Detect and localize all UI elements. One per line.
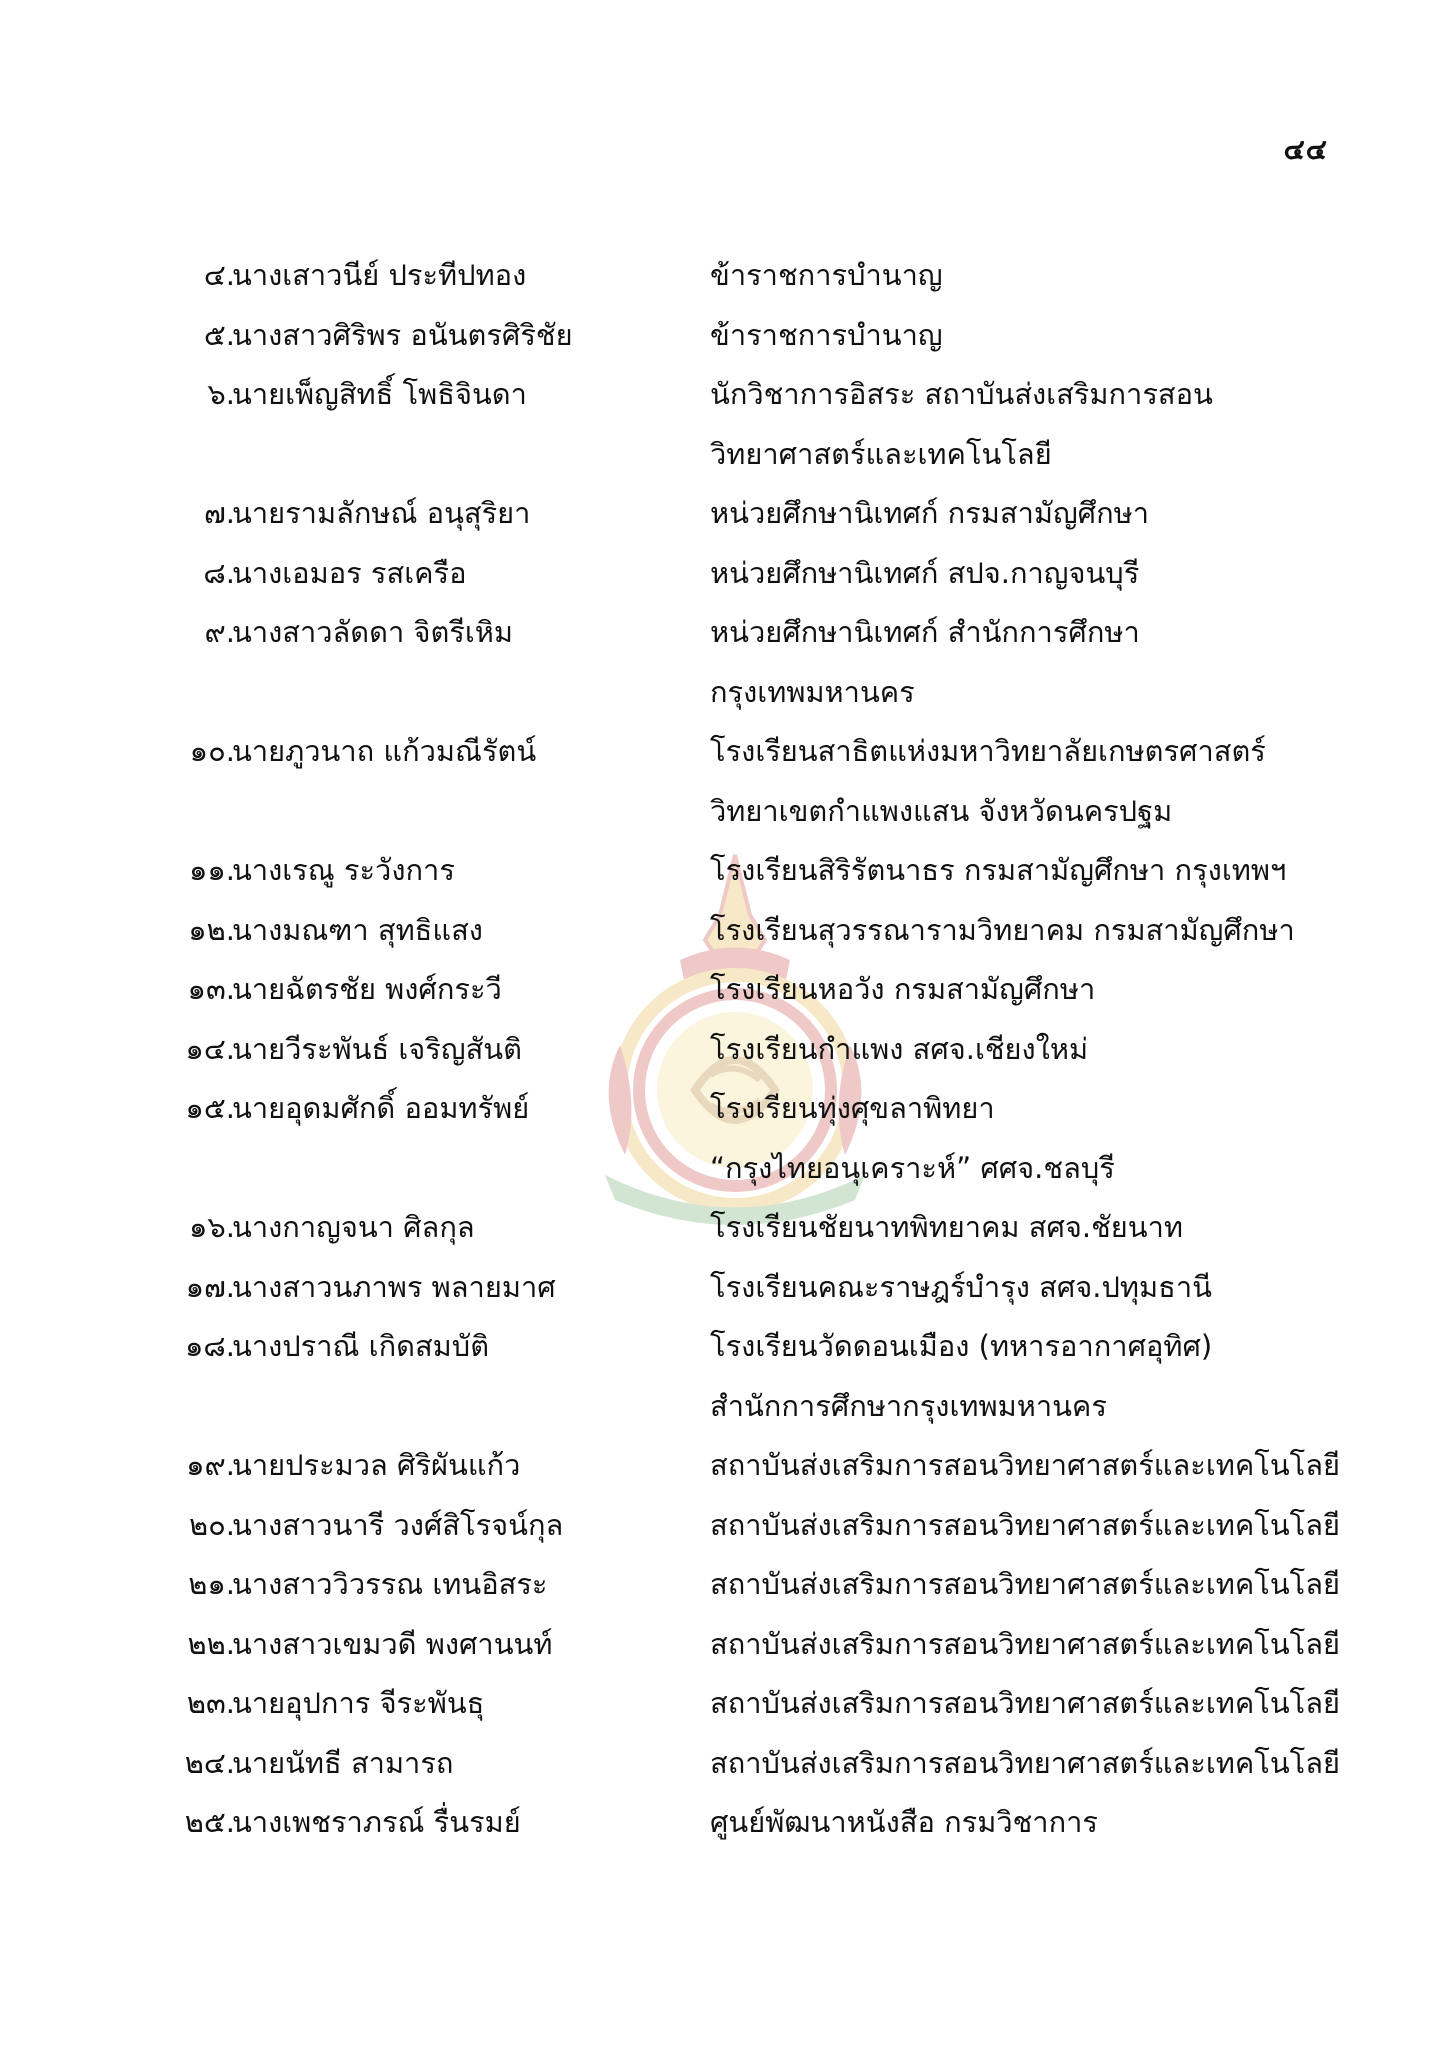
- affiliation-line: วิทยาศาสตร์และเทคโนโลยี: [710, 436, 1052, 471]
- affiliation-line: สถาบันส่งเสริมการสอนวิทยาศาสตร์และเทคโนโลยี: [710, 1626, 1340, 1661]
- person-name: นายเพ็ญสิทธิ์ โพธิจินดา: [232, 377, 527, 411]
- item-number: ๑๔.: [185, 1031, 235, 1066]
- list-item: [0, 1734, 1456, 1794]
- item-number: ๒๔.: [184, 1745, 235, 1780]
- list-item: [0, 1555, 1456, 1615]
- person-name: นายฉัตรชัย พงศ์กระวี: [232, 972, 502, 1006]
- affiliation-line: โรงเรียนสุวรรณารามวิทยาคม กรมสามัญศึกษา: [710, 912, 1295, 947]
- affiliation-line: สำนักการศึกษากรุงเทพมหานคร: [710, 1388, 1107, 1423]
- item-number: ๑๘.: [185, 1329, 235, 1363]
- affiliation-line: สถาบันส่งเสริมการสอนวิทยาศาสตร์และเทคโนโลยี: [710, 1567, 1340, 1601]
- affiliation-line: โรงเรียนกำแพง สศจ.เชียงใหม่: [710, 1031, 1089, 1066]
- affiliation-line: หน่วยศึกษานิเทศก์ สปจ.กาญจนบุรี: [710, 555, 1140, 590]
- affiliation-line: สถาบันส่งเสริมการสอนวิทยาศาสตร์และเทคโนโลยี: [710, 1686, 1340, 1720]
- person-name: นางสาวนภาพร พลายมาศ: [232, 1269, 556, 1304]
- affiliation-line: กรุงเทพมหานคร: [710, 674, 915, 709]
- item-number: ๙.: [204, 615, 235, 649]
- affiliation-line: ศูนย์พัฒนาหนังสือ กรมวิชาการ: [710, 1805, 1099, 1839]
- list-item: [0, 246, 1456, 306]
- list-item: [0, 1674, 1456, 1734]
- affiliation-line: หน่วยศึกษานิเทศก์ กรมสามัญศึกษา: [710, 496, 1150, 530]
- person-name: นายนัทธี สามารถ: [232, 1745, 454, 1780]
- list-item: [0, 901, 1456, 961]
- list-item: [0, 1496, 1456, 1556]
- person-name: นางเพชราภรณ์ รื่นรมย์: [232, 1805, 521, 1839]
- person-name: นายประมวล ศิริผันแก้ว: [232, 1448, 521, 1482]
- item-number: ๔.: [203, 258, 235, 292]
- item-number: ๑๓.: [187, 972, 235, 1006]
- list-item: [0, 1793, 1456, 1853]
- person-name: นายอุดมศักดิ์ ออมทรัพย์: [232, 1091, 530, 1125]
- person-name: นางเสาวนีย์ ประทีปทอง: [232, 258, 527, 292]
- person-name: นางสาวลัดดา จิตรีเหิม: [232, 615, 514, 649]
- person-name: นางสาวเขมวดี พงศานนท์: [232, 1626, 553, 1661]
- person-name: นายวีระพันธ์ เจริญสันติ: [232, 1031, 522, 1066]
- affiliation-line: ข้าราชการบำนาญ: [710, 258, 943, 292]
- list-item: [0, 1436, 1456, 1496]
- list-item: [0, 365, 1456, 484]
- person-name: นางสาวศิริพร อนันตรศิริชัย: [232, 317, 573, 352]
- list-item: [0, 1198, 1456, 1258]
- affiliation-line: ข้าราชการบำนาญ: [710, 317, 943, 352]
- list-item: [0, 841, 1456, 901]
- item-number: ๗.: [203, 496, 235, 530]
- list-item: [0, 960, 1456, 1020]
- item-number: ๕.: [203, 317, 235, 352]
- item-number: ๑๑.: [188, 853, 235, 887]
- affiliation-line: โรงเรียนสิริรัตนาธร กรมสามัญศึกษา กรุงเทพฯ: [710, 853, 1287, 887]
- affiliation-line: สถาบันส่งเสริมการสอนวิทยาศาสตร์และเทคโนโลยี: [710, 1507, 1340, 1542]
- affiliation-line: โรงเรียนสาธิตแห่งมหาวิทยาลัยเกษตรศาสตร์: [710, 734, 1266, 768]
- list-item: [0, 603, 1456, 722]
- affiliation-line: วิทยาเขตกำแพงแสน จังหวัดนครปฐม: [710, 793, 1173, 828]
- person-name: นางเรณู ระวังการ: [232, 853, 455, 887]
- list-item: [0, 1317, 1456, 1436]
- person-name: นางมณฑา สุทธิแสง: [232, 912, 483, 947]
- item-number: ๖.: [207, 377, 235, 411]
- affiliation-line: สถาบันส่งเสริมการสอนวิทยาศาสตร์และเทคโนโลยี: [710, 1745, 1340, 1780]
- affiliation-line: สถาบันส่งเสริมการสอนวิทยาศาสตร์และเทคโนโลยี: [710, 1448, 1340, 1482]
- list-item: [0, 722, 1456, 841]
- person-name: นายรามลักษณ์ อนุสุริยา: [232, 496, 531, 530]
- affiliation-line: โรงเรียนวัดดอนเมือง (ทหารอากาศอุทิศ): [710, 1329, 1213, 1363]
- affiliation-line: โรงเรียนชัยนาทพิทยาคม สศจ.ชัยนาท: [710, 1210, 1183, 1244]
- item-number: ๒๑.: [188, 1567, 235, 1601]
- item-number: ๑๕.: [185, 1091, 235, 1125]
- affiliation-line: “กรุงไทยอนุเคราะห์” ศศจ.ชลบุรี: [710, 1150, 1115, 1185]
- item-number: ๑๗.: [185, 1269, 235, 1304]
- item-number: ๑๒.: [188, 912, 235, 947]
- person-name: นายภูวนาถ แก้วมณีรัตน์: [232, 734, 537, 768]
- person-name: นางสาววิวรรณ เทนอิสระ: [232, 1567, 548, 1601]
- item-number: ๒๓.: [186, 1686, 235, 1720]
- item-number: ๘.: [203, 555, 235, 590]
- item-number: ๑๙.: [186, 1448, 235, 1482]
- list-item: [0, 306, 1456, 366]
- item-number: ๒๐.: [188, 1507, 235, 1542]
- affiliation-line: โรงเรียนหอวัง กรมสามัญศึกษา: [710, 972, 1096, 1006]
- affiliation-line: นักวิชาการอิสระ สถาบันส่งเสริมการสอน: [710, 377, 1213, 411]
- list-item: [0, 1615, 1456, 1675]
- list-item: [0, 1079, 1456, 1198]
- person-name: นางกาญจนา ศิลกุล: [232, 1210, 475, 1244]
- list-item: [0, 544, 1456, 604]
- item-number: ๒๒.: [187, 1626, 235, 1661]
- person-name: นางสาวนารี วงศ์สิโรจน์กุล: [232, 1507, 564, 1542]
- affiliation-line: หน่วยศึกษานิเทศก์ สำนักการศึกษา: [710, 615, 1140, 649]
- committee-list: [0, 246, 1456, 1853]
- item-number: ๑๐.: [189, 734, 235, 768]
- person-name: นางปราณี เกิดสมบัติ: [232, 1329, 490, 1363]
- list-item: [0, 1258, 1456, 1318]
- person-name: นางเอมอร รสเครือ: [232, 555, 467, 590]
- affiliation-line: โรงเรียนทุ่งศุขลาพิทยา: [710, 1091, 995, 1125]
- item-number: ๑๖.: [188, 1210, 235, 1244]
- page-number: ๔๔: [1283, 133, 1328, 166]
- list-item: [0, 1020, 1456, 1080]
- affiliation-line: โรงเรียนคณะราษฎร์บำรุง สศจ.ปทุมธานี: [710, 1269, 1212, 1304]
- person-name: นายอุปการ จีระพันธุ: [232, 1686, 485, 1720]
- item-number: ๒๕.: [184, 1805, 235, 1839]
- list-item: [0, 484, 1456, 544]
